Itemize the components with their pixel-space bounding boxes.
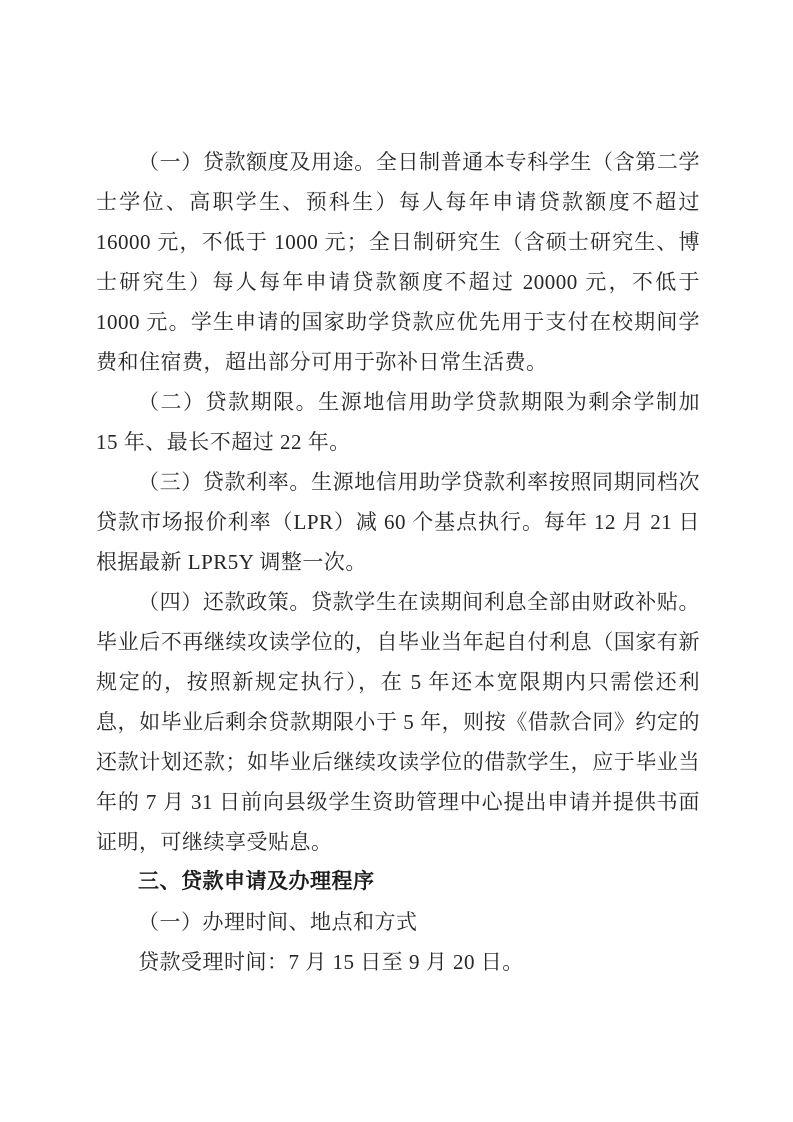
paragraph-loan-interest-rate: （三）贷款利率。生源地信用助学贷款利率按照同期同档次贷款市场报价利率（LPR）减 60 个基点执行。每年 12 月 21 日根据最新 LPR5Y 调整一次。 — [96, 470, 700, 574]
paragraph-repayment-policy: （四）还款政策。贷款学生在读期间利息全部由财政补贴。毕业后不再继续攻读学位的，自毕业当年起自付利息（国家有新规定的，按照新规定执行），在 5 年还本宽限期内只需偿还利息，如毕业后剩余贷款期限小于 5 年，则按《借款合同》约定的还款计划还款；如毕业后继续攻读学位的借款学生，应于毕业当年的 7 月 31 日前向县级学生资助管理中心提出申请并提供书面证明，可继续享受贴息。 — [96, 590, 700, 854]
paragraph-processing-time-place-method: （一）办理时间、地点和方式 — [138, 910, 418, 934]
paragraph-loan-acceptance-period: 贷款受理时间：7 月 15 日至 9 月 20 日。 — [138, 950, 524, 974]
paragraph-loan-amount-and-use: （一）贷款额度及用途。全日制普通本专科学生（含第二学士学位、高职学生、预科生）每人每年申请贷款额度不超过 16000 元，不低于 1000 元；全日制研究生（含硕士研究生、博士研究生）每人每年申请贷款额度不超过 20000 元，不低于 1000 元。学生申请的国家助学贷款应优先用于支付在校期间学费和住宿费，超出部分可用于弥补日常生活费。 — [96, 150, 700, 374]
section-heading-application-procedure: 三、贷款申请及办理程序 — [138, 870, 375, 893]
paragraph-loan-term: （二）贷款期限。生源地信用助学贷款期限为剩余学制加 15 年、最长不超过 22 年。 — [96, 390, 700, 454]
document-body — [96, 142, 700, 982]
